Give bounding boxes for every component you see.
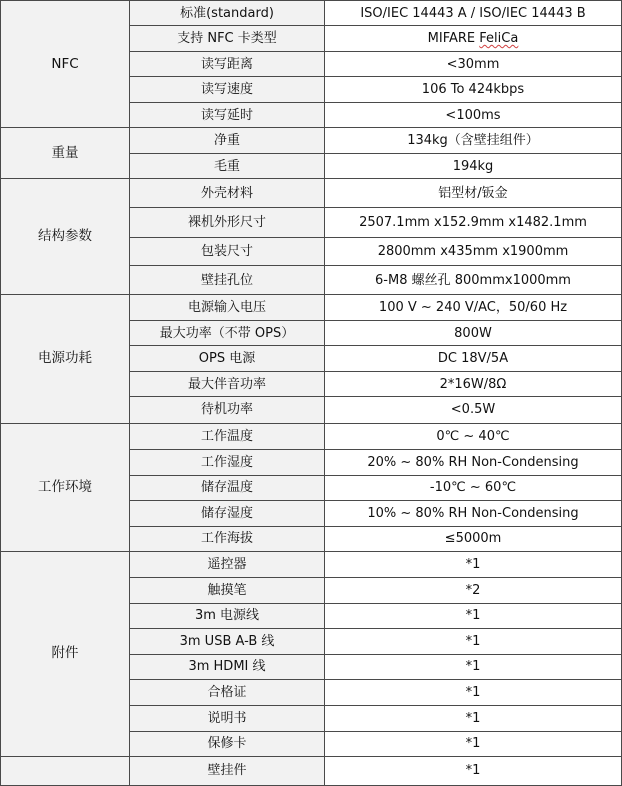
spec-row xyxy=(1,128,622,154)
spellcheck-word: FeliCa xyxy=(479,31,519,47)
spec-value-cell: 铝型材/钣金 xyxy=(325,179,622,208)
spec-value-cell: 10% ~ 80% RH Non-Condensing xyxy=(325,500,622,526)
spec-row xyxy=(1,179,622,208)
category-cell: 工作环境 xyxy=(1,423,130,551)
spec-name-cell: 净重 xyxy=(130,128,325,154)
spec-name-cell: 3m HDMI 线 xyxy=(130,654,325,679)
spec-name-cell: 标准(standard) xyxy=(130,1,325,26)
spec-name-cell: 合格证 xyxy=(130,679,325,705)
category-cell xyxy=(1,756,130,785)
spec-value-cell: <30mm xyxy=(325,52,622,77)
spec-value-cell: *1 xyxy=(325,679,622,705)
spec-name-cell: 毛重 xyxy=(130,154,325,179)
spec-row xyxy=(1,551,622,577)
spec-value-cell: *1 xyxy=(325,603,622,628)
spec-name-cell: 待机功率 xyxy=(130,397,325,423)
spec-name-cell: 触摸笔 xyxy=(130,577,325,603)
spec-row xyxy=(1,1,622,26)
category-cell: 重量 xyxy=(1,128,130,179)
spec-name-cell: 外壳材料 xyxy=(130,179,325,208)
category-cell: 结构参数 xyxy=(1,179,130,295)
spec-value-cell: 2507.1mm x152.9mm x1482.1mm xyxy=(325,208,622,238)
spec-name-cell: 工作温度 xyxy=(130,423,325,449)
spec-name-cell: 最大伴音功率 xyxy=(130,372,325,397)
spec-value-cell: MIFARE FeliCa xyxy=(325,26,622,52)
spec-name-cell: 支持 NFC 卡类型 xyxy=(130,26,325,52)
spec-value-cell: 0℃ ~ 40℃ xyxy=(325,423,622,449)
spec-value-cell: DC 18V/5A xyxy=(325,346,622,372)
spec-value-cell: ISO/IEC 14443 A / ISO/IEC 14443 B xyxy=(325,1,622,26)
spec-value-cell: <0.5W xyxy=(325,397,622,423)
spec-value-cell: *1 xyxy=(325,628,622,654)
spec-value-cell: 800W xyxy=(325,321,622,346)
spec-name-cell: 保修卡 xyxy=(130,731,325,756)
spec-value-cell: 106 To 424kbps xyxy=(325,77,622,103)
spec-name-cell: 读写延时 xyxy=(130,103,325,128)
spec-name-cell: 读写距离 xyxy=(130,52,325,77)
spec-value-cell: 2800mm x435mm x1900mm xyxy=(325,238,622,266)
spec-value-cell: 2*16W/8Ω xyxy=(325,372,622,397)
spec-value-cell: *1 xyxy=(325,756,622,785)
spec-value-cell: 20% ~ 80% RH Non-Condensing xyxy=(325,449,622,475)
spec-name-cell: OPS 电源 xyxy=(130,346,325,372)
spec-value-cell: *2 xyxy=(325,577,622,603)
spec-value-cell: ≤5000m xyxy=(325,526,622,551)
spec-name-cell: 裸机外形尺寸 xyxy=(130,208,325,238)
spec-name-cell: 3m USB A-B 线 xyxy=(130,628,325,654)
spec-name-cell: 电源输入电压 xyxy=(130,295,325,321)
spec-value-cell: *1 xyxy=(325,551,622,577)
spec-value-cell: *1 xyxy=(325,705,622,731)
spec-value-cell: 134kg（含壁挂组件） xyxy=(325,128,622,154)
spec-name-cell: 工作海拔 xyxy=(130,526,325,551)
spec-value-cell: 100 V ~ 240 V/AC，50/60 Hz xyxy=(325,295,622,321)
category-cell: NFC xyxy=(1,1,130,128)
spec-name-cell: 包装尺寸 xyxy=(130,238,325,266)
spec-name-cell: 储存湿度 xyxy=(130,500,325,526)
spec-name-cell: 工作湿度 xyxy=(130,449,325,475)
spec-value-cell: *1 xyxy=(325,654,622,679)
category-cell: 电源功耗 xyxy=(1,295,130,423)
spec-name-cell: 3m 电源线 xyxy=(130,603,325,628)
spec-value-cell: *1 xyxy=(325,731,622,756)
spec-name-cell: 最大功率（不带 OPS） xyxy=(130,321,325,346)
spec-name-cell: 说明书 xyxy=(130,705,325,731)
spec-row xyxy=(1,756,622,785)
spec-table-body xyxy=(1,1,622,786)
spec-value-cell: -10℃ ~ 60℃ xyxy=(325,475,622,500)
spec-name-cell: 遥控器 xyxy=(130,551,325,577)
spec-name-cell: 壁挂孔位 xyxy=(130,266,325,295)
spec-value-cell: 194kg xyxy=(325,154,622,179)
spec-name-cell: 壁挂件 xyxy=(130,756,325,785)
spec-name-cell: 储存温度 xyxy=(130,475,325,500)
spec-name-cell: 读写速度 xyxy=(130,77,325,103)
spec-row xyxy=(1,423,622,449)
category-cell: 附件 xyxy=(1,551,130,756)
spec-value-cell: 6-M8 螺丝孔 800mmx1000mm xyxy=(325,266,622,295)
spec-row xyxy=(1,295,622,321)
spec-value-cell: <100ms xyxy=(325,103,622,128)
